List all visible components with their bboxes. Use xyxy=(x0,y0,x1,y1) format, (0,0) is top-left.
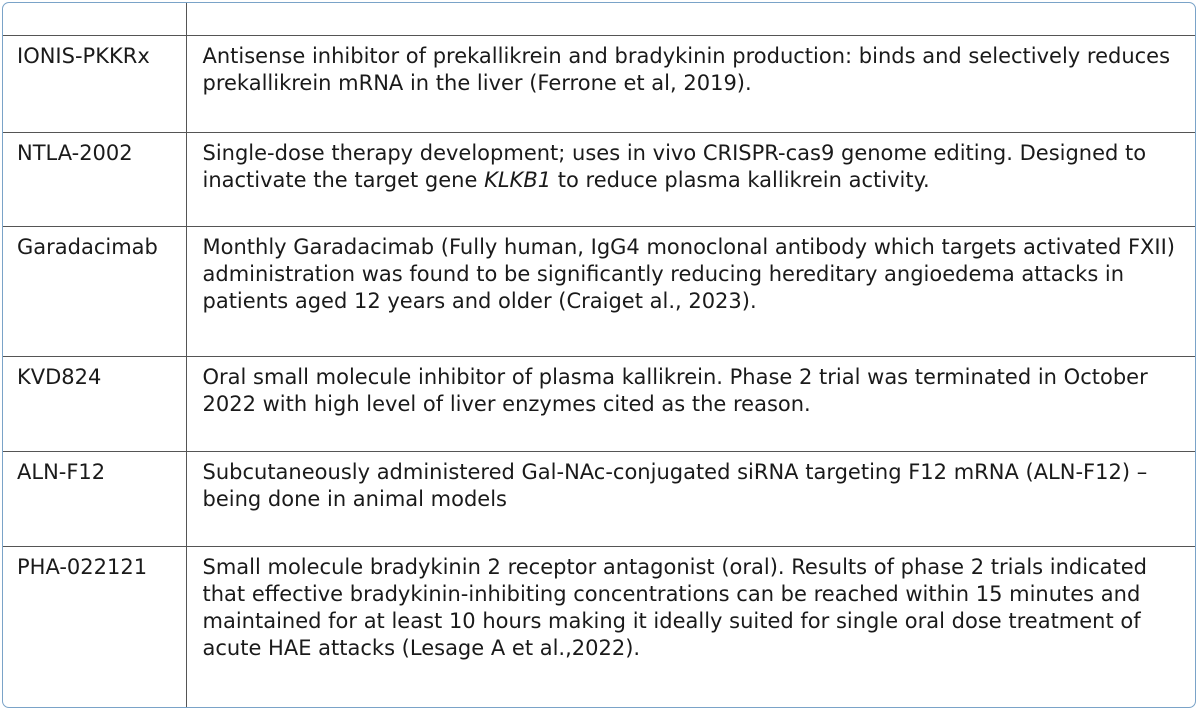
description-text: Single-dose therapy development; uses in vivo CRISPR-cas9 genome editing. Designed to inactivate the target gene xyxy=(202,141,1147,192)
description-cell xyxy=(186,133,1195,227)
header-cell-name xyxy=(3,3,186,36)
drug-name-cell: KVD824 xyxy=(3,357,186,452)
description-cell: Monthly Garadacimab (Fully human, IgG4 monoclonal antibody which targets activated FXII) administration was found to be significantly reducing hereditary angioedema attacks in patients aged 12 years and older (Craiget al., 2023). xyxy=(186,227,1195,357)
table-row xyxy=(3,227,1195,357)
table-frame xyxy=(2,2,1196,708)
drug-name-cell: NTLA-2002 xyxy=(3,133,186,227)
description-cell: Oral small molecule inhibitor of plasma kallikrein. Phase 2 trial was terminated in October 2022 with high level of liver enzymes cited as the reason. xyxy=(186,357,1195,452)
description-cell: Subcutaneously administered Gal-NAc-conjugated siRNA targeting F12 mRNA (ALN-F12) – being done in animal models xyxy=(186,452,1195,547)
gene-name: KLKB1 xyxy=(484,168,552,192)
drug-name-cell: IONIS-PKKRx xyxy=(3,36,186,133)
table-row xyxy=(3,36,1195,133)
table-header-row xyxy=(3,3,1195,36)
description-cell: Antisense inhibitor of prekallikrein and bradykinin production: binds and selectively reduces prekallikrein mRNA in the liver (Ferrone et al, 2019). xyxy=(186,36,1195,133)
therapy-table xyxy=(3,3,1195,708)
table-row xyxy=(3,547,1195,709)
description-text: to reduce plasma kallikrein activity. xyxy=(551,168,930,192)
table-row xyxy=(3,357,1195,452)
drug-name-cell: Garadacimab xyxy=(3,227,186,357)
table-row xyxy=(3,133,1195,227)
table-row xyxy=(3,452,1195,547)
header-cell-description xyxy=(186,3,1195,36)
drug-name-cell: PHA-022121 xyxy=(3,547,186,709)
drug-name-cell: ALN-F12 xyxy=(3,452,186,547)
description-cell: Small molecule bradykinin 2 receptor antagonist (oral). Results of phase 2 trials indicated that effective bradykinin-inhibiting concentrations can be reached within 15 minutes and maintained for at least 10 hours making it ideally suited for single oral dose treatment of acute HAE attacks (Lesage A et al.,2022). xyxy=(202,555,1147,660)
